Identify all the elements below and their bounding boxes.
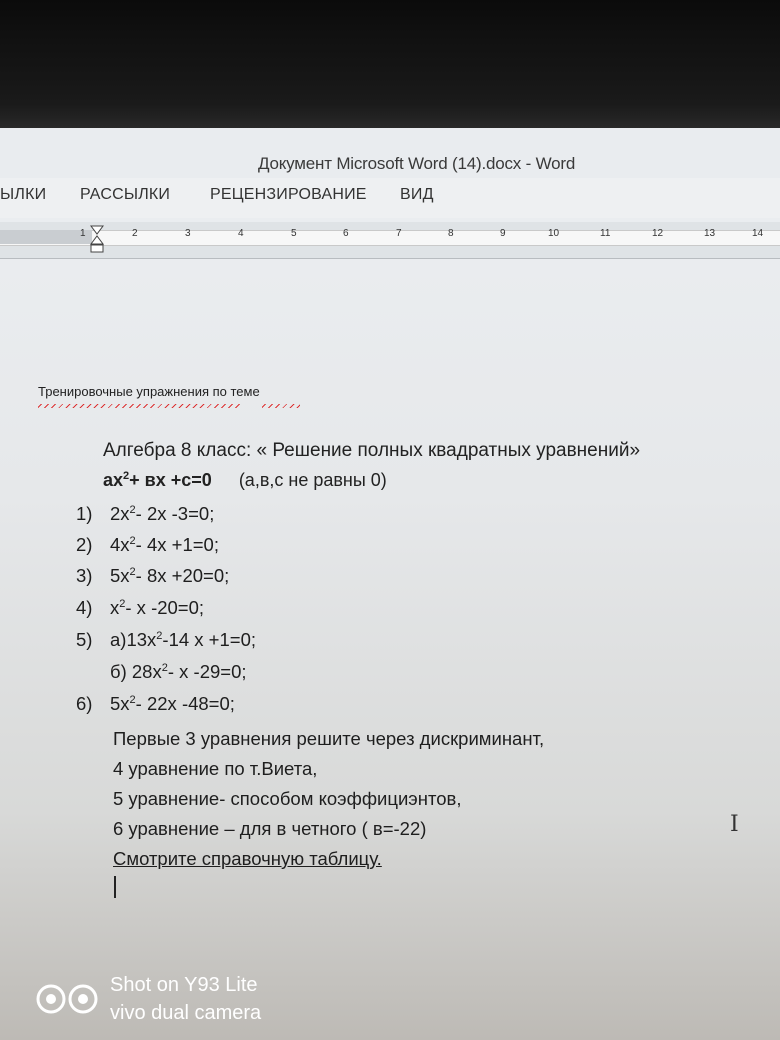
ruler-number: 1 <box>80 228 86 239</box>
equation-exponent: 2 <box>161 661 168 674</box>
ruler-number: 13 <box>704 228 716 239</box>
equation-exponent: 2 <box>129 534 136 547</box>
equation-line <box>76 503 214 525</box>
general-formula <box>103 470 387 491</box>
equation-line <box>76 534 219 556</box>
word-window <box>0 128 780 1040</box>
equation-number: 3) <box>76 565 93 586</box>
tab-mailings[interactable]: РАССЫЛКИ <box>80 186 171 203</box>
equation-exponent: 2 <box>119 597 126 610</box>
text-cursor <box>114 876 116 898</box>
formula-ax: ax <box>103 470 124 490</box>
equation-exponent: 2 <box>129 565 136 578</box>
equation-number: 6) <box>76 693 93 714</box>
equation-term: 4x <box>110 534 130 555</box>
equation-rest: -14 х +1=0; <box>162 629 256 650</box>
equation-rest: - х -20=0; <box>125 597 205 618</box>
equation-rest: - 2х -3=0; <box>135 503 215 524</box>
ruler-number: 2 <box>132 228 138 239</box>
ruler-number: 5 <box>291 228 297 239</box>
equation-line <box>76 565 229 587</box>
document-heading: Тренировочные упражнения по теме <box>38 384 260 399</box>
equation-rest: - 4х +1=0; <box>135 534 219 555</box>
camera-lens-icon <box>36 982 100 1016</box>
horizontal-ruler[interactable] <box>0 222 780 259</box>
ruler-number: 3 <box>185 228 191 239</box>
equation-line <box>76 661 247 683</box>
ruler-number: 14 <box>752 228 764 239</box>
spellcheck-underline <box>262 404 300 408</box>
indent-marker-icon[interactable] <box>90 224 104 254</box>
equation-term: б) 28x <box>110 661 162 682</box>
ruler-margin <box>0 230 92 244</box>
formula-exponent: 2 <box>123 470 130 482</box>
ribbon-tabs <box>0 178 780 218</box>
equation-rest: - 22х -48=0; <box>135 693 235 714</box>
ruler-number: 8 <box>448 228 454 239</box>
equation-term: 5x <box>110 693 130 714</box>
ibeam-cursor-icon: I <box>730 812 739 837</box>
title-bar <box>0 128 780 178</box>
subject-line: Алгебра 8 класс: « Решение полных квадратных уравнений» <box>103 440 641 461</box>
reference-table-link[interactable]: Смотрите справочную таблицу. <box>113 848 382 869</box>
equation-number: 5) <box>76 629 93 650</box>
ruler-number: 4 <box>238 228 244 239</box>
equation-line <box>76 693 235 715</box>
ruler-number: 7 <box>396 228 402 239</box>
equation-term: 2x <box>110 503 130 524</box>
equation-term: x <box>110 597 120 618</box>
instruction-line: 5 уравнение- способом коэффициэнтов, <box>113 788 462 809</box>
tab-review[interactable]: РЕЦЕНЗИРОВАНИЕ <box>210 186 367 203</box>
formula-condition: (а,в,с не равны 0) <box>238 470 387 490</box>
instruction-line: 4 уравнение по т.Виета, <box>113 758 318 779</box>
monitor-bezel <box>0 0 780 130</box>
equation-rest: - х -29=0; <box>167 661 247 682</box>
equation-line <box>76 629 256 651</box>
spellcheck-underline <box>38 404 240 408</box>
equation-exponent: 2 <box>156 629 163 642</box>
watermark-line-2: vivo dual camera <box>110 1002 262 1024</box>
equation-number: 4) <box>76 597 93 618</box>
ruler-number: 6 <box>343 228 349 239</box>
instruction-line: 6 уравнение – для в четного ( в=-22) <box>113 818 427 839</box>
ruler-number: 12 <box>652 228 664 239</box>
equation-rest: - 8х +20=0; <box>135 565 230 586</box>
window-title: Документ Microsoft Word (14).docx - Word <box>258 154 576 173</box>
equation-exponent: 2 <box>129 693 136 706</box>
equation-line <box>76 597 204 619</box>
instruction-line: Первые 3 уравнения решите через дискриминант, <box>113 728 545 749</box>
tab-references[interactable]: ЫЛКИ <box>0 186 47 203</box>
ruler-number: 9 <box>500 228 506 239</box>
equation-term: 5x <box>110 565 130 586</box>
equation-number: 2) <box>76 534 93 555</box>
watermark-line-1: Shot on Y93 Lite <box>110 974 258 996</box>
equation-number: 1) <box>76 503 93 524</box>
tab-view[interactable]: ВИД <box>400 186 434 203</box>
equation-exponent: 2 <box>129 503 136 516</box>
ruler-number: 11 <box>600 228 611 239</box>
formula-rest: + вх +с=0 <box>129 470 212 490</box>
ruler-number: 10 <box>548 228 560 239</box>
equation-term: а)13x <box>110 629 157 650</box>
